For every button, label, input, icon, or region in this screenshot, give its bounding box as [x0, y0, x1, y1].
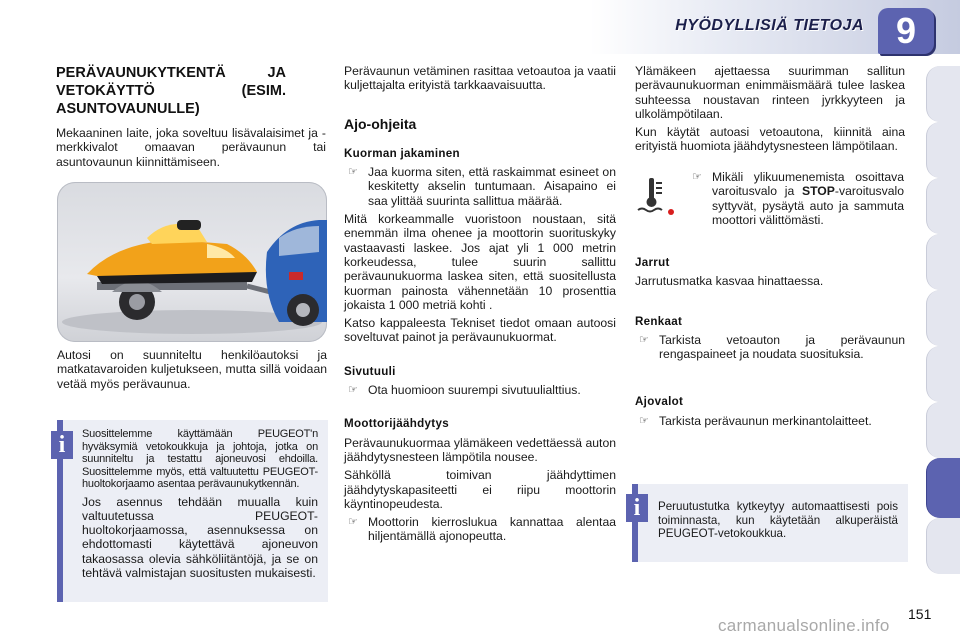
chapter-tab-7[interactable]	[926, 402, 960, 458]
altitude-text: Mitä korkeammalle vuoristoon noustaan, sitä enemmän ilma ohenee ja moottorin suorituskyky vastaavasti laskee. Jos ajat yli 1 000 metrin korkeudessa, tulee suurin sallittu perävaunukuorma laskea siten, että suositellusta kuorman painosta vähennetään 10 prosenttia jokaista 1 000 metriä kohti .	[344, 212, 616, 312]
installation-warning: Jos asennus tehdään muualla kuin valtuutetussa PEUGEOT-huoltokorjaamossa, asennuksessa on ehdottomasti käytettävä ajoneuvon takaosassa olevia sähköliitäntöjä, ja se on tehtävä valmistajan suositusten mukaisesti.	[82, 494, 318, 580]
pointing-hand-icon: ☞	[692, 171, 702, 183]
chapter-tab-6[interactable]	[926, 346, 960, 402]
cooling-text-1: Perävaunukuormaa ylämäkeen vedettäessä auton jäähdytysnesteen lämpötila nousee.	[344, 435, 616, 464]
towing-heading: PERÄVAUNUKYTKENTÄ JA VETOKÄYTTÖ (ESIM. ASUNTOVAUNULLE)	[56, 65, 286, 117]
pointing-hand-icon: ☞	[348, 516, 358, 529]
pointing-hand-icon: ☞	[639, 333, 649, 346]
load-bullet-text: Jaa kuorma siten, että raskaimmat esineet on keskitetty akselin tuntumaan. Aisapaino ei saa ylittää suurinta sallittua määrää.	[368, 165, 616, 208]
chapter-tab-4[interactable]	[926, 234, 960, 290]
chapter-tab-10[interactable]	[926, 518, 960, 574]
cooling-bullet-text: Moottorin kierroslukua kannattaa alentaa hiljentämällä ajonopeutta.	[368, 515, 616, 544]
pointing-hand-icon: ☞	[348, 384, 358, 397]
brakes-heading: Jarrut	[635, 256, 670, 269]
column-3-lower	[635, 256, 905, 432]
towing-capability-text: Autosi on suunniteltu henkilöautoksi ja matkatavaroiden kuljetukseen, mutta sillä voidaan vetää myös perävaunua.	[57, 348, 327, 391]
chapter-tab-5[interactable]	[926, 290, 960, 346]
pointing-hand-icon: ☞	[639, 414, 649, 427]
load-distribution-heading: Kuorman jakaminen	[344, 146, 460, 160]
column-2	[344, 64, 616, 548]
chapter-title: HYÖDYLLISIÄ TIETOJA	[675, 17, 864, 34]
parking-sensor-text: Peruutustutka kytkeytyy automaattisesti pois toiminnasta, kun käytetään alkuperäistä PEUGEOT-vetokoukkua.	[658, 500, 898, 541]
stop-label: STOP	[801, 184, 835, 199]
chapter-tab-3[interactable]	[926, 178, 960, 234]
chapter-badge	[878, 8, 934, 54]
overheat-text-pre: Mikäli ylikuumenemista osoittava varoitusvalo ja	[712, 170, 904, 199]
coolant-attention-text: Kun käytät autoasi vetoautona, kiinnitä aina erityistä huomiota jäähdytysnesteen lämpötilaan.	[635, 125, 905, 154]
page-number: 151	[908, 606, 932, 622]
towbar-intro: Mekaaninen laite, joka soveltuu lisävalaisimet ja -merkkivalot omaavan perävaunun tai asuntovaunun kiinnittämiseen.	[56, 126, 326, 169]
overheat-warning	[688, 170, 904, 231]
overheat-text-post: -varoitusvalo syttyvät, pysäytä auto ja sammuta moottori välittömästi.	[712, 184, 905, 227]
specs-reference-text: Katso kappaleesta Tekniset tiedot omaan autoosi soveltuvat painot ja perävaunukuormat.	[344, 316, 616, 345]
crosswind-bullet	[344, 383, 616, 397]
column-1	[56, 64, 326, 173]
jetski-trailer-image	[57, 182, 327, 342]
uphill-load-text: Ylämäkeen ajettaessa suurimman sallitun perävaunukuorman enimmäismäärä tulee laskea suhteessa noustavan rinteen jyrkkyyteen ja ulkolämpötilaan.	[635, 64, 905, 121]
tyres-heading: Renkaat	[635, 314, 683, 328]
trailer-illustration	[57, 182, 327, 342]
pointing-hand-icon: ☞	[348, 166, 358, 179]
watermark: carmanualsonline.info	[718, 616, 890, 635]
cooling-text-2: Sähköllä toimivan jäähdyttimen jäähdytyskapasiteetti ei riipu moottorin käyntinopeudesta.	[344, 468, 616, 511]
brakes-text: Jarrutusmatka kasvaa hinattaessa.	[635, 274, 824, 289]
headlights-heading: Ajovalot	[635, 395, 684, 409]
info-icon: i	[626, 494, 648, 522]
info-box-dealer-text	[82, 428, 318, 584]
lights-bullet	[635, 414, 905, 428]
coolant-warning-icon	[636, 176, 674, 216]
towing-strain-text: Perävaunun vetäminen rasittaa vetoautoa ja vaatii kuljettajalta erityistä tarkkaavaisuutta.	[344, 64, 616, 93]
driving-advice-heading: Ajo-ohjeita	[344, 115, 417, 132]
chapter-tab-1[interactable]	[926, 66, 960, 122]
crosswind-heading: Sivutuuli	[344, 364, 396, 378]
tyres-bullet	[635, 333, 905, 362]
info-icon: i	[51, 431, 73, 459]
lights-bullet-text: Tarkista perävaunun merkinantolaitteet.	[659, 413, 872, 428]
chapter-tab-9-active[interactable]	[926, 458, 960, 518]
load-bullet	[344, 165, 616, 208]
column-3	[635, 64, 905, 158]
overheat-bullet	[688, 170, 904, 227]
info-box-parking-sensors-text	[658, 500, 898, 545]
tyres-bullet-text: Tarkista vetoauton ja perävaunun rengaspaineet ja noudata suosituksia.	[659, 332, 905, 362]
chapter-tab-2[interactable]	[926, 122, 960, 178]
chapter-number: 9	[895, 10, 917, 51]
cooling-bullet	[344, 515, 616, 544]
column-1-after-image	[57, 348, 327, 395]
chapter-tabs	[926, 66, 960, 586]
crosswind-bullet-text: Ota huomioon suurempi sivutuulialttius.	[368, 383, 581, 398]
engine-cooling-heading: Moottorijäähdytys	[344, 417, 449, 431]
dealer-recommendation: Suosittelemme käyttämään PEUGEOT'n hyväksymiä vetokoukkuja ja johtoja, jotka on suunniteltu ja testattu ajoneuvosi ehdoilla. Suosittelemme myös, että valtuutettu PEUGEOT-huoltokorjaamo asentaa perävaunukytkennän.	[82, 428, 318, 490]
